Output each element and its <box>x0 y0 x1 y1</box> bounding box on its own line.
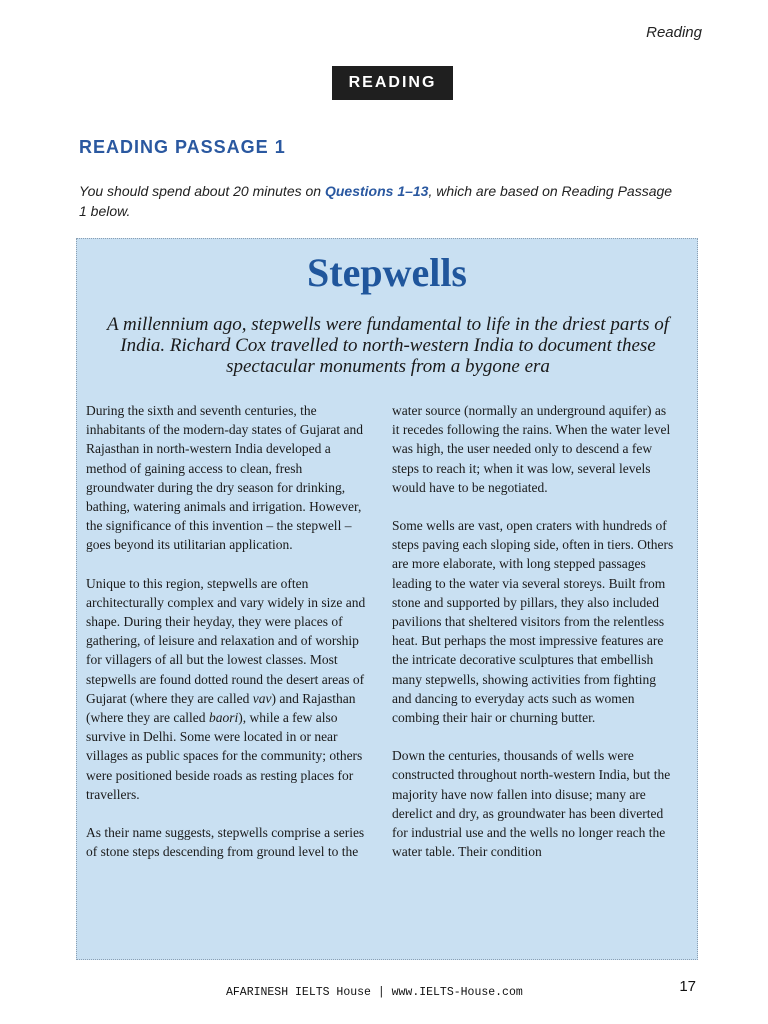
instructions-questions: Questions 1–13 <box>324 183 429 199</box>
running-head: Reading <box>646 24 702 41</box>
term-vav: vav <box>252 690 272 706</box>
term-baori: baori <box>208 710 239 726</box>
section-badge: READING <box>332 66 453 100</box>
paragraph-text: ) and Rajasthan (where they are called <box>86 690 356 726</box>
paragraph: During the sixth and seventh centuries, the inhabitants of the modern-day states of Gujarat and Rajasthan in north-western India developed a method of gaining access to clean, fresh groundwater during the dry season for drinking, bathing, watering animals and irrigation. However, the significance of this invention – the stepwell – goes beyond its utilitarian application. <box>86 403 364 553</box>
instructions <box>79 181 679 221</box>
left-column <box>86 401 371 861</box>
paragraph-text: Unique to this region, stepwells are often architecturally complex and vary widely in size and shape. During their heyday, they were places of gathering, of leisure and relaxation and of worship for villagers of all but the lowest classes. Most stepwells are found dotted round the desert areas of Gujarat (where they are called <box>86 575 366 706</box>
instructions-text-after: , which are based on Reading Passage 1 below. <box>79 183 673 219</box>
paragraph: Down the centuries, thousands of wells were constructed throughout north-western India, but the majority have now fallen into disuse; many are derelict and dry, as groundwater has been diverted for industrial use and the wells no longer reach the water table. Their condition <box>392 748 671 860</box>
passage-title: READING PASSAGE 1 <box>79 137 286 157</box>
passage-box <box>76 238 698 960</box>
article-title: Stepwells <box>307 250 467 295</box>
paragraph-text: ), while a few also survive in Delhi. Some were located in or near villages as public spaces for the community; others were positioned beside roads as resting places for travellers. <box>86 710 363 802</box>
page-number: 17 <box>679 978 696 995</box>
paragraph <box>86 574 371 804</box>
footer: AFARINESH IELTS House | www.IELTS-House.com <box>226 986 523 999</box>
article-standfirst: A millennium ago, stepwells were fundamental to life in the driest parts of India. Richard Cox travelled to north-western India to document these spectacular monuments from a bygone era <box>106 314 670 377</box>
right-column <box>392 401 677 861</box>
instructions-text-before: You should spend about 20 minutes on <box>79 183 325 199</box>
paragraph: As their name suggests, stepwells comprise a series of stone steps descending from ground level to the <box>86 825 365 860</box>
paragraph: water source (normally an underground aquifer) as it recedes following the rains. When the water level was high, the user needed only to descend a few steps to reach it; when it was low, several levels would have to be negotiated. <box>392 403 671 495</box>
paragraph: Some wells are vast, open craters with hundreds of steps paving each sloping side, often in tiers. Others are more elaborate, with long stepped passages leading to the water via several storeys. Built from stone and supported by pillars, they also included pavilions that sheltered visitors from the relentless heat. But perhaps the most impressive features are the intricate decorative sculptures that embellish many stepwells, showing activities from fighting and dancing to everyday acts such as women combing their hair or churning butter. <box>392 518 674 726</box>
